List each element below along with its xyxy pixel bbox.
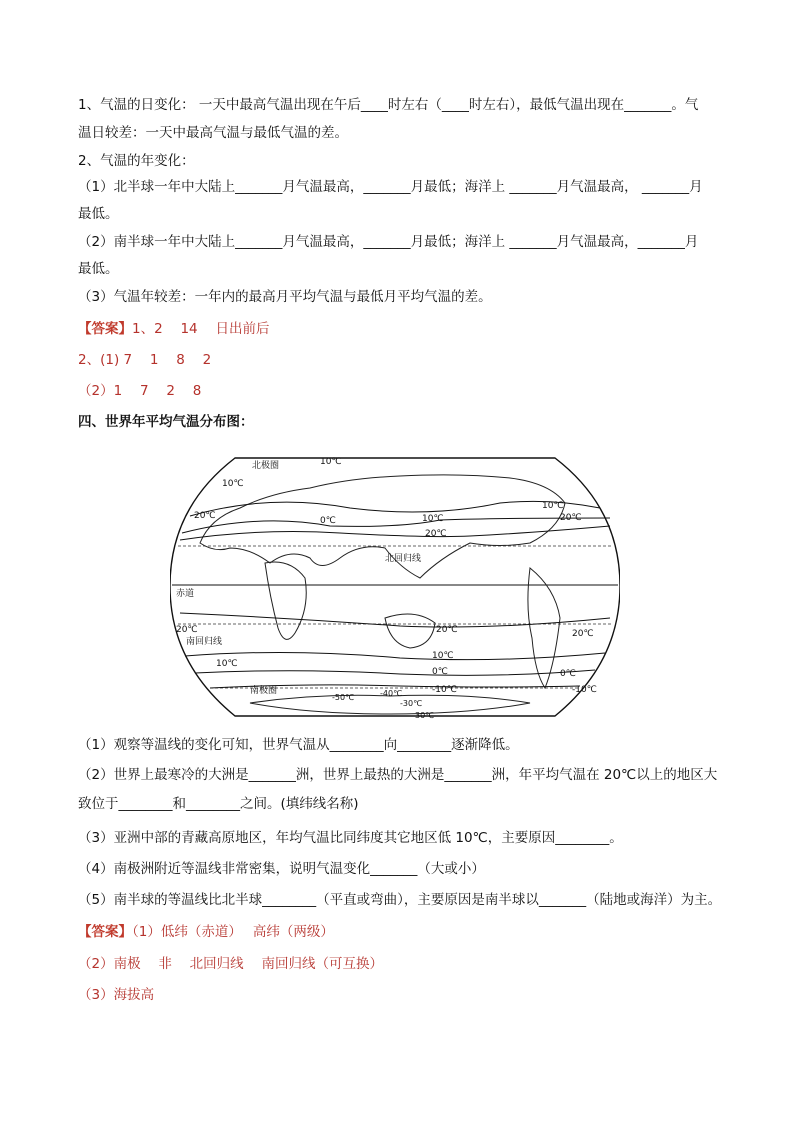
world-isotherm-map	[170, 448, 620, 723]
q2-3: （3）气温年较差：一年内的最高月平均气温与最低月平均气温的差。	[78, 289, 492, 305]
q1-line2: 温日较差：一天中最高气温与最低气温的差。	[78, 125, 348, 141]
s4-q5: （5）南半球的等温线比北半球________（平直或弯曲），主要原因是南半球以_______（陆地或海洋）为主。	[78, 892, 722, 908]
s4-answer-tag: 【答案】	[78, 924, 132, 940]
s4-q3: （3）亚洲中部的青藏高原地区，年均气温比同纬度其它地区低 10℃，主要原因________。	[78, 830, 623, 846]
answer-1: 1、2 14 日出前后	[132, 321, 270, 337]
label-0c-north: 0℃	[320, 516, 336, 526]
label-20c-south: 20℃	[436, 625, 458, 635]
q2-2-line1: （2）南半球一年中大陆上_______月气温最高，_______月最低；海洋上 _______月气温最高，_______月	[78, 234, 699, 250]
label-20c-ne: 20℃	[425, 529, 447, 539]
label-10c-sw: 10℃	[216, 659, 238, 669]
label-m10c-south: -10℃	[432, 685, 457, 695]
label-20c-nw: 20℃	[194, 511, 216, 521]
label-0c-se: 0℃	[560, 669, 576, 679]
label-10c-south: 10℃	[432, 651, 454, 661]
label-m50c: -50℃	[332, 693, 355, 702]
label-10c-east: 10℃	[542, 501, 564, 511]
equator-label: 赤道	[176, 589, 195, 599]
answer-block-1	[78, 320, 728, 338]
q2-2-line2: 最低。	[78, 261, 119, 277]
answer-2-1: 2、(1) 7 1 8 2	[78, 352, 212, 368]
section4-heading: 四、世界年平均气温分布图：	[78, 414, 254, 430]
q1-line1: 1、气温的日变化： 一天中最高气温出现在午后____时左右（____时左右），最低气温出现在_______。气	[78, 97, 699, 113]
s4-answer-block-1	[78, 923, 728, 941]
s4-q2-line2: 致位于________和________之间。(填纬线名称)	[78, 796, 359, 812]
antarctic-circle-label: 南极圈	[250, 686, 278, 696]
label-m10c-se: -10℃	[572, 685, 597, 695]
label-30c-bottom: 30℃	[415, 711, 435, 720]
s4-answer-1: （1）低纬（赤道） 高纬（两级）	[132, 924, 334, 940]
label-20c-se: 20℃	[572, 629, 594, 639]
s4-q1: （1）观察等温线的变化可知，世界气温从________向________逐渐降低。	[78, 737, 519, 753]
label-10c-ne: 10℃	[422, 514, 444, 524]
q2-1-line1: （1）北半球一年中大陆上_______月气温最高，_______月最低；海洋上 _______月气温最高， _______月	[78, 179, 703, 195]
s4-answer-3: （3）海拔高	[78, 987, 155, 1003]
label-20c-east: 20℃	[560, 513, 582, 523]
label-10c-north: 10℃	[320, 457, 342, 467]
s4-q4: （4）南极洲附近等温线非常密集，说明气温变化_______（大或小）	[78, 861, 485, 877]
label-20c-sw: 20℃	[176, 625, 198, 635]
q2-title: 2、气温的年变化：	[78, 153, 195, 169]
label-0c-south: 0℃	[432, 667, 448, 677]
s4-answer-2: （2）南极 非 北回归线 南回归线（可互换）	[78, 956, 383, 972]
q2-1-line2: 最低。	[78, 206, 119, 222]
s4-q2-line1: （2）世界上最寒冷的大洲是_______洲，世界上最热的大洲是_______洲，年平均气温在 20℃以上的地区大	[78, 767, 718, 783]
tropic-cancer-label: 北回归线	[385, 554, 422, 564]
tropic-capricorn-label: 南回归线	[186, 637, 223, 647]
label-m40c: -40℃	[380, 689, 403, 698]
answer-tag: 【答案】	[78, 321, 132, 337]
answer-2-2: （2）1 7 2 8	[78, 383, 202, 399]
arctic-circle-label: 北极圈	[252, 461, 280, 471]
label-10c-nw: 10℃	[222, 479, 244, 489]
label-m30c: -30℃	[400, 699, 423, 708]
